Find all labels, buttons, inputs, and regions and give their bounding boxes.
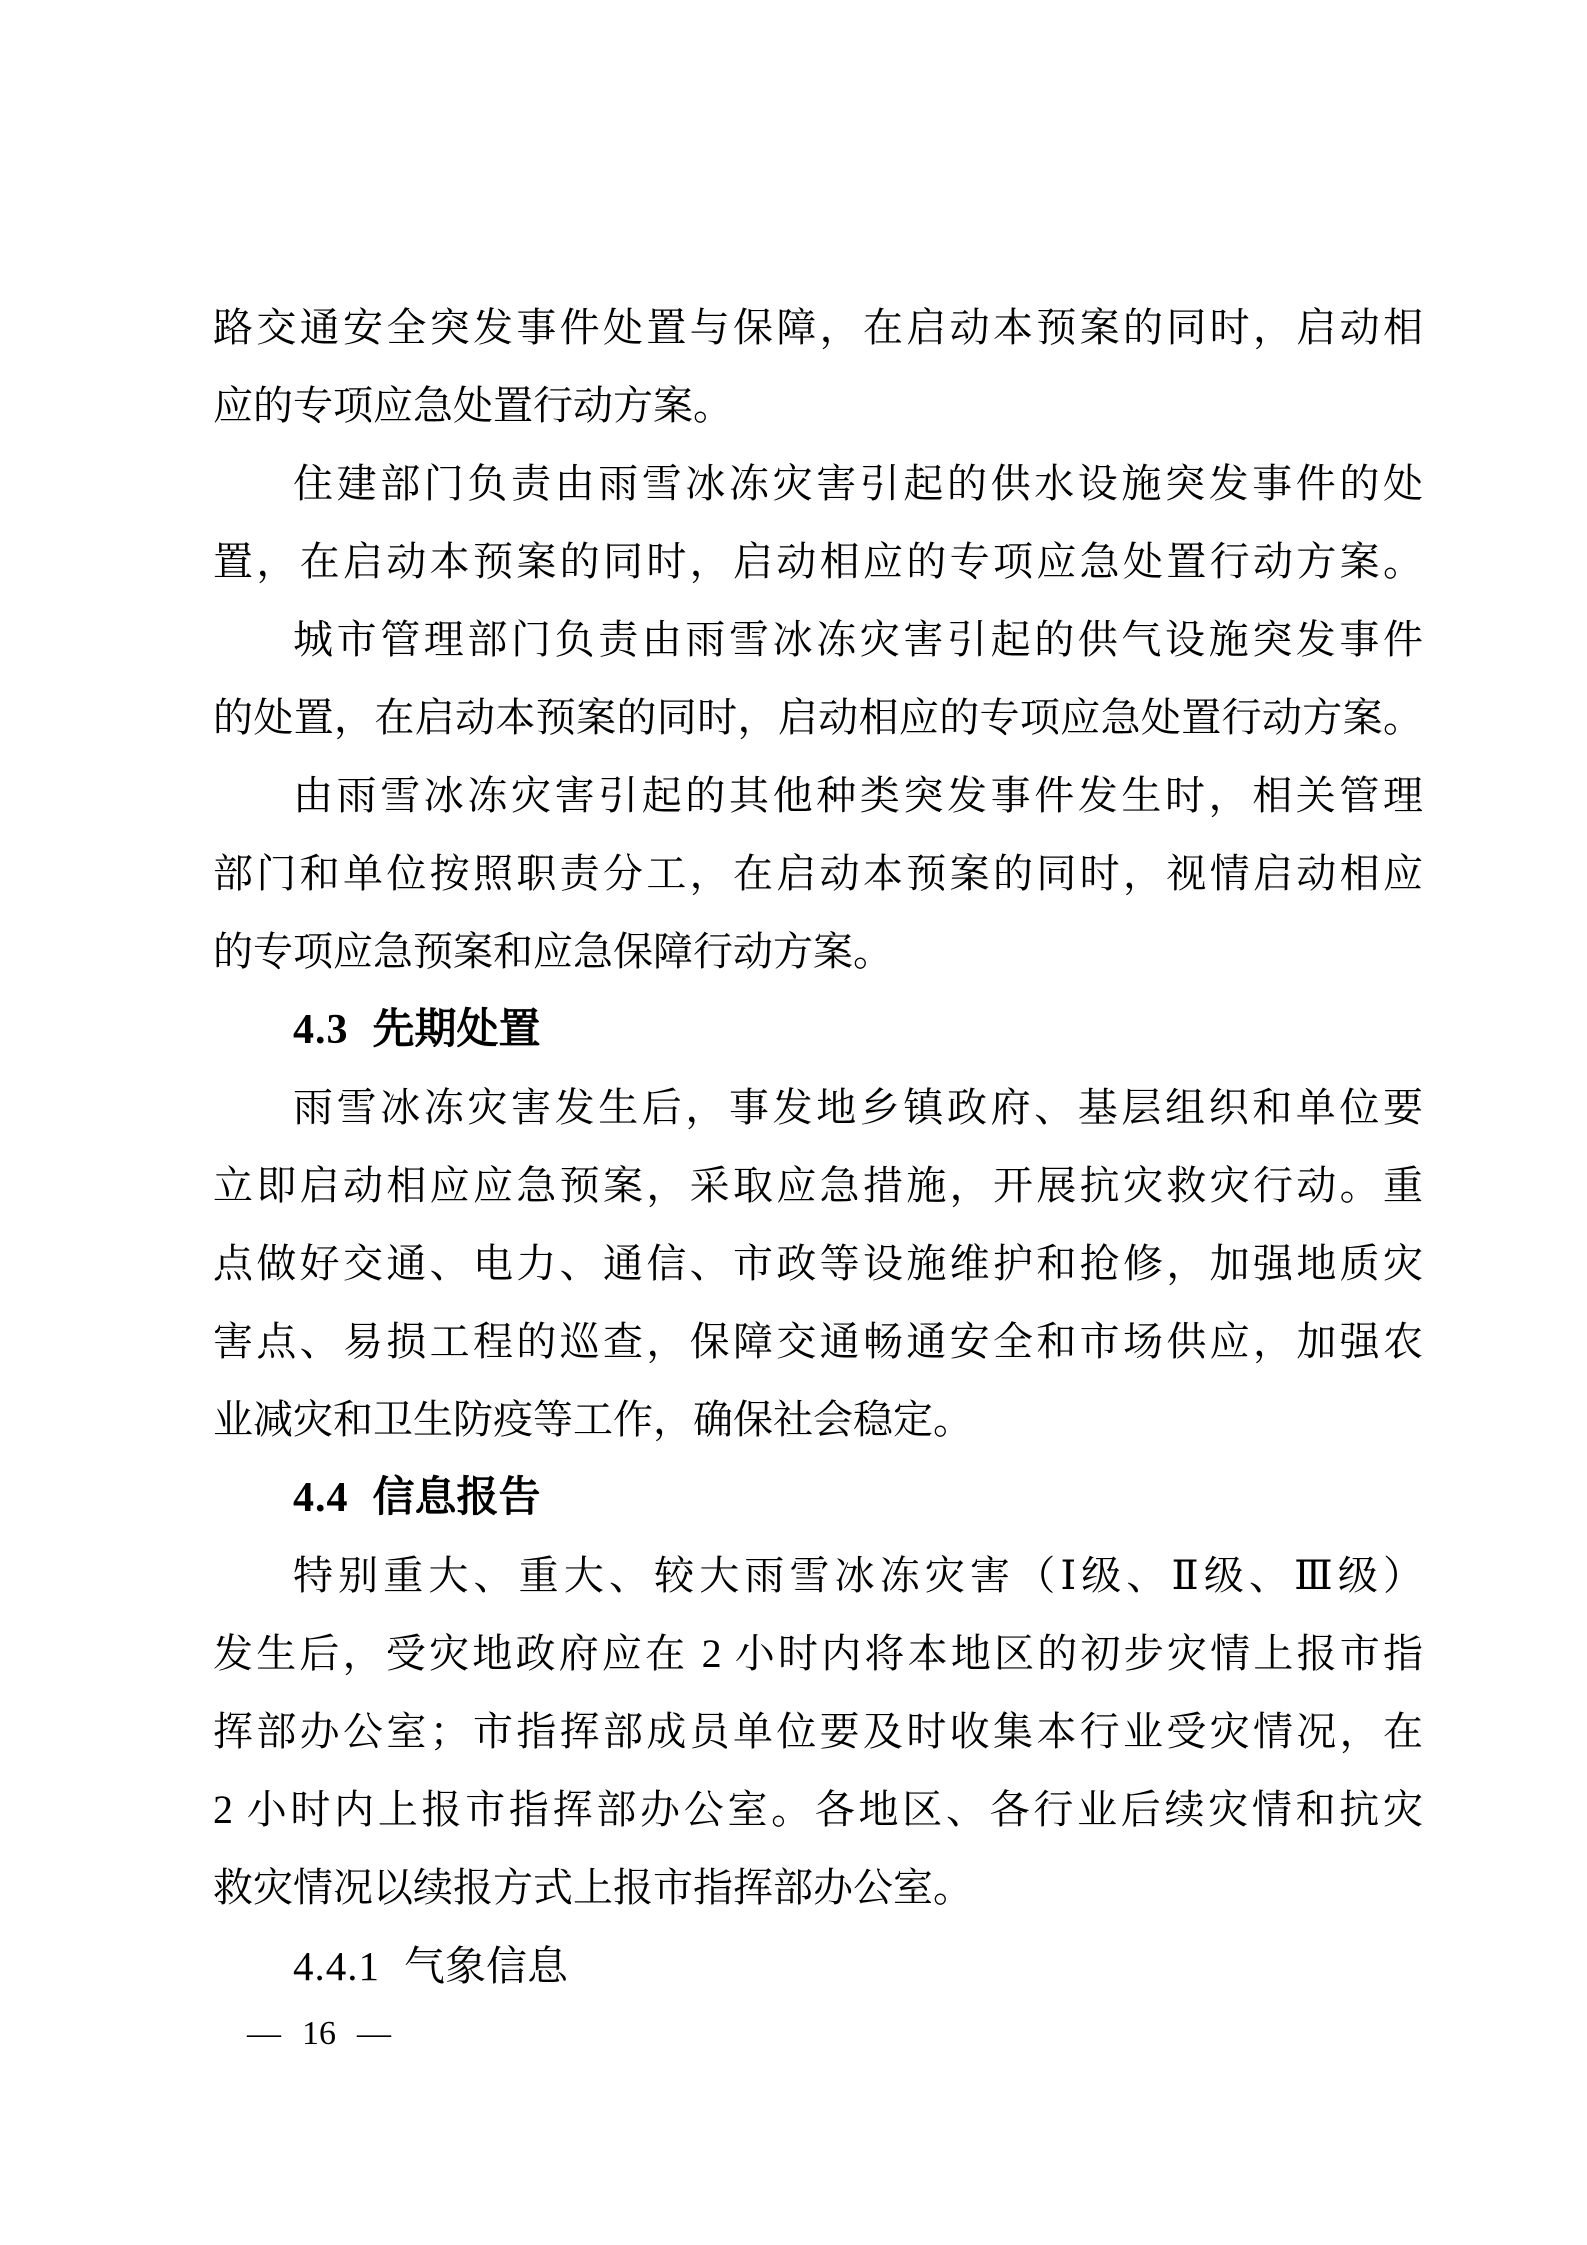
body-line: 部门和单位按照职责分工，在启动本预案的同时，视情启动相应	[213, 851, 1423, 896]
body-line: 2 小时内上报市指挥部办公室。各地区、各行业后续灾情和抗灾	[213, 1787, 1423, 1832]
body-line: 立即启动相应应急预案，采取应急措施，开展抗灾救灾行动。重	[213, 1163, 1423, 1208]
body-line: 由雨雪冰冻灾害引起的其他种类突发事件发生时，相关管理	[293, 773, 1423, 818]
body-line: 住建部门负责由雨雪冰冻灾害引起的供水设施突发事件的处	[293, 461, 1423, 506]
body-line: 业减灾和卫生防疫等工作，确保社会稳定。	[213, 1397, 973, 1442]
body-line: 发生后，受灾地政府应在 2 小时内将本地区的初步灾情上报市指	[213, 1631, 1423, 1676]
heading-4-4	[213, 1459, 1423, 1537]
body-line: 路交通安全突发事件处置与保障，在启动本预案的同时，启动相	[213, 305, 1423, 350]
body-line: 特别重大、重大、较大雨雪冰冻灾害（Ⅰ级、Ⅱ级、Ⅲ级）	[293, 1553, 1423, 1598]
body-line: 雨雪冰冻灾害发生后，事发地乡镇政府、基层组织和单位要	[293, 1085, 1423, 1130]
heading-number: 4.3	[293, 1007, 349, 1053]
body-line: 挥部办公室；市指挥部成员单位要及时收集本行业受灾情况，在	[213, 1709, 1423, 1754]
body-line: 的专项应急预案和应急保障行动方案。	[213, 929, 893, 974]
footer-dash-left: —	[247, 2015, 281, 2052]
body-line: 害点、易损工程的巡查，保障交通畅通安全和市场供应，加强农	[213, 1319, 1423, 1364]
body-line: 应的专项应急处置行动方案。	[213, 383, 733, 428]
body-line: 的处置，在启动本预案的同时，启动相应的专项应急处置行动方案。	[213, 695, 1423, 740]
body-line: 点做好交通、电力、通信、市政等设施维护和抢修，加强地质灾	[213, 1241, 1423, 1286]
body-line: 城市管理部门负责由雨雪冰冻灾害引起的供气设施突发事件	[293, 617, 1423, 662]
heading-title: 信息报告	[372, 1475, 541, 1521]
heading-number: 4.4.1	[293, 1943, 380, 1989]
heading-4-4-1	[213, 1927, 1423, 2005]
page-body	[213, 289, 1423, 2005]
page-number: 16	[302, 2015, 336, 2052]
heading-title: 气象信息	[404, 1943, 568, 1989]
page-footer	[247, 2012, 391, 2056]
footer-dash-right: —	[357, 2015, 391, 2052]
heading-title: 先期处置	[372, 1007, 541, 1053]
body-line: 置，在启动本预案的同时，启动相应的专项应急处置行动方案。	[213, 539, 1423, 584]
heading-number: 4.4	[293, 1475, 349, 1521]
body-line: 救灾情况以续报方式上报市指挥部办公室。	[213, 1865, 973, 1910]
heading-4-3	[213, 991, 1423, 1069]
